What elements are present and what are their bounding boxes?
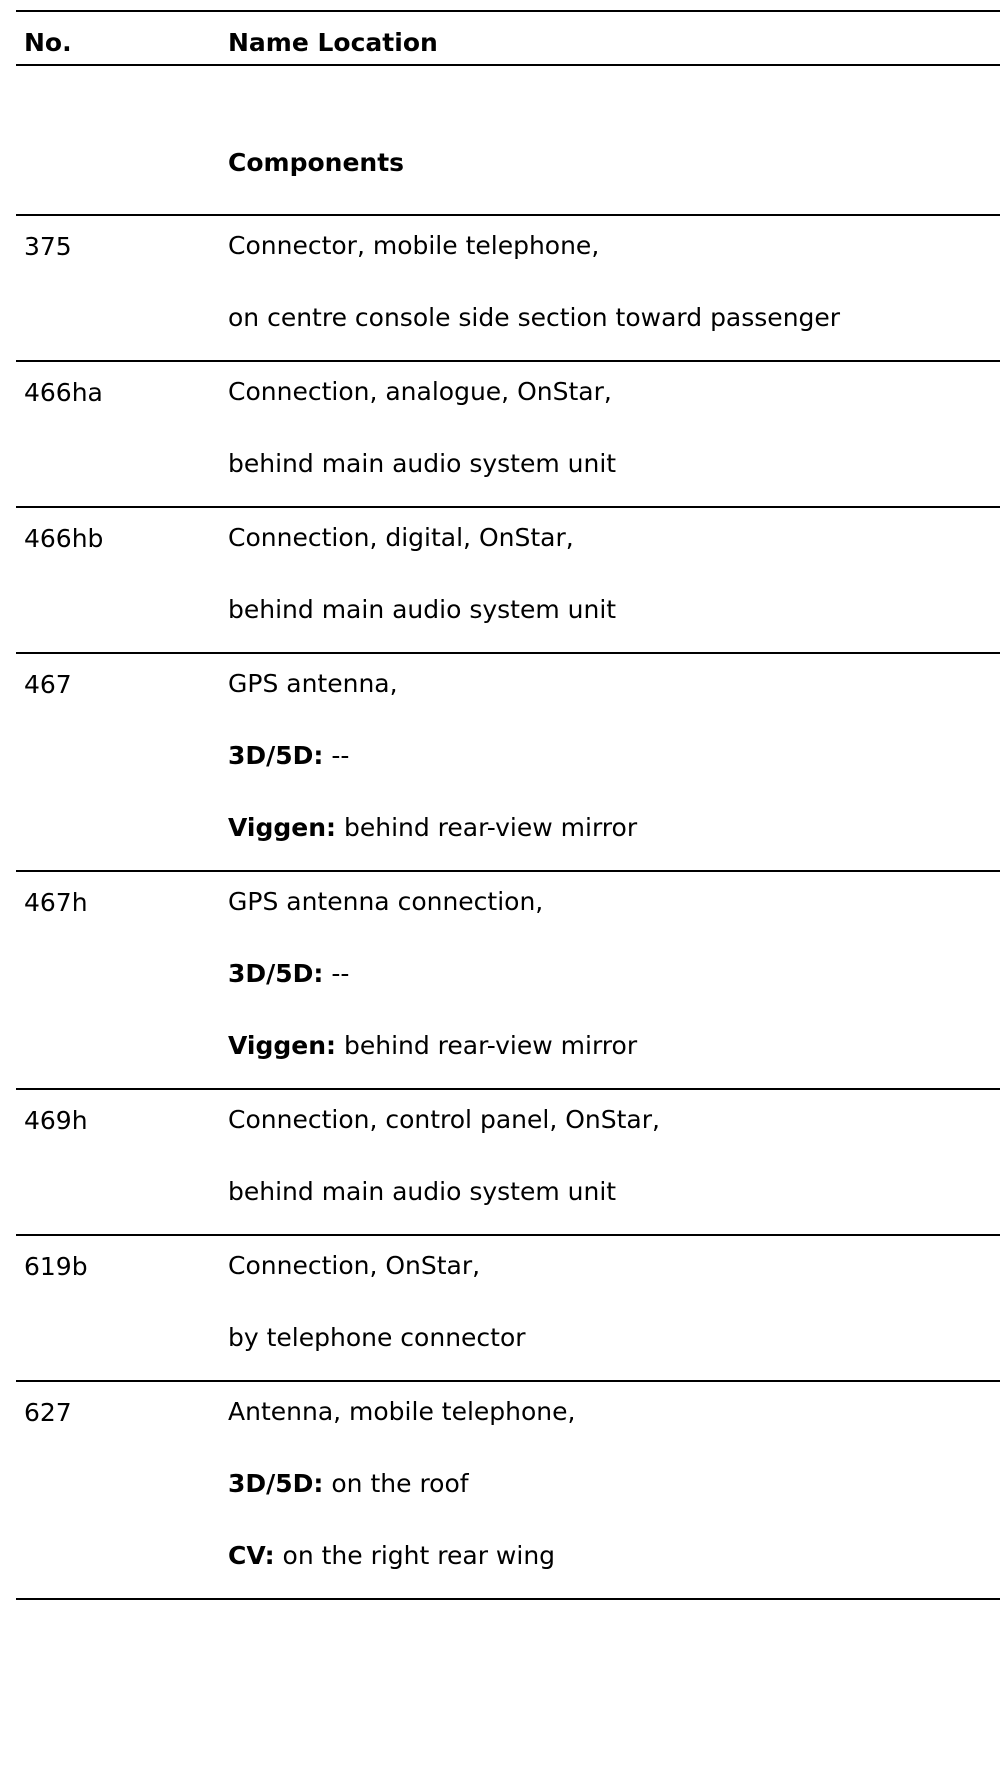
name-location-line [228, 1106, 1000, 1178]
component-number: 627 [24, 1398, 72, 1427]
table-row [16, 654, 1000, 872]
section-title-row [16, 66, 1000, 216]
component-name-location [16, 1236, 1000, 1380]
table-row [16, 508, 1000, 654]
name-location-line [228, 378, 1000, 450]
table-row [16, 872, 1000, 1090]
line-text: GPS antenna connection, [228, 887, 544, 916]
table-row [16, 1090, 1000, 1236]
line-text: Antenna, mobile telephone, [228, 1397, 576, 1426]
name-location-line [228, 1398, 1000, 1470]
line-text: on centre console side section toward passenger [228, 303, 841, 332]
table-row [16, 362, 1000, 508]
component-name-location [16, 872, 1000, 1088]
name-location-line [228, 742, 1000, 814]
section-title: Components [228, 148, 405, 177]
variant-label: Viggen: [228, 1031, 337, 1060]
variant-label: 3D/5D: [228, 1469, 324, 1498]
variant-label: CV: [228, 1541, 275, 1570]
variant-label: 3D/5D: [228, 959, 324, 988]
line-text: by telephone connector [228, 1323, 526, 1352]
name-location-line [228, 888, 1000, 960]
component-number: 466ha [24, 378, 103, 407]
name-location-line [228, 1542, 1000, 1598]
name-location-line [228, 1178, 1000, 1234]
line-text: behind main audio system unit [228, 449, 617, 478]
table-row [16, 216, 1000, 362]
name-location-line [228, 596, 1000, 652]
name-location-line [228, 670, 1000, 742]
table-header [16, 10, 1000, 66]
variant-label: 3D/5D: [228, 741, 324, 770]
line-text: Connector, mobile telephone, [228, 231, 600, 260]
header-no: No. [24, 28, 72, 57]
table-row [16, 1382, 1000, 1600]
name-location-line [228, 304, 1000, 360]
line-text: Connection, OnStar, [228, 1251, 481, 1280]
name-location-line [228, 1324, 1000, 1380]
line-text: -- [323, 959, 350, 988]
component-number: 469h [24, 1106, 88, 1135]
line-text: behind rear-view mirror [336, 1031, 638, 1060]
component-name-location [16, 216, 1000, 360]
variant-label: Viggen: [228, 813, 337, 842]
component-name-location [16, 1090, 1000, 1234]
component-name-location [16, 508, 1000, 652]
name-location-line [228, 524, 1000, 596]
name-location-line [228, 1252, 1000, 1324]
line-text: GPS antenna, [228, 669, 398, 698]
component-number: 466hb [24, 524, 104, 553]
name-location-line [228, 450, 1000, 506]
table-body [16, 216, 1000, 1600]
line-text: behind main audio system unit [228, 1177, 617, 1206]
component-name-location [16, 1382, 1000, 1598]
component-name-location [16, 362, 1000, 506]
components-table [16, 10, 1000, 1600]
line-text: Connection, digital, OnStar, [228, 523, 574, 552]
component-number: 467 [24, 670, 72, 699]
table-row [16, 1236, 1000, 1382]
component-number: 375 [24, 232, 72, 261]
line-text: on the right rear wing [274, 1541, 556, 1570]
header-name-location: Name Location [228, 28, 438, 57]
name-location-line [228, 1032, 1000, 1088]
component-number: 467h [24, 888, 88, 917]
name-location-line [228, 1470, 1000, 1542]
name-location-line [228, 814, 1000, 870]
line-text: behind rear-view mirror [336, 813, 638, 842]
component-number: 619b [24, 1252, 88, 1281]
line-text: on the roof [323, 1469, 469, 1498]
name-location-line [228, 960, 1000, 1032]
line-text: Connection, analogue, OnStar, [228, 377, 612, 406]
component-name-location [16, 654, 1000, 870]
line-text: -- [323, 741, 350, 770]
name-location-line [228, 232, 1000, 304]
line-text: Connection, control panel, OnStar, [228, 1105, 660, 1134]
line-text: behind main audio system unit [228, 595, 617, 624]
